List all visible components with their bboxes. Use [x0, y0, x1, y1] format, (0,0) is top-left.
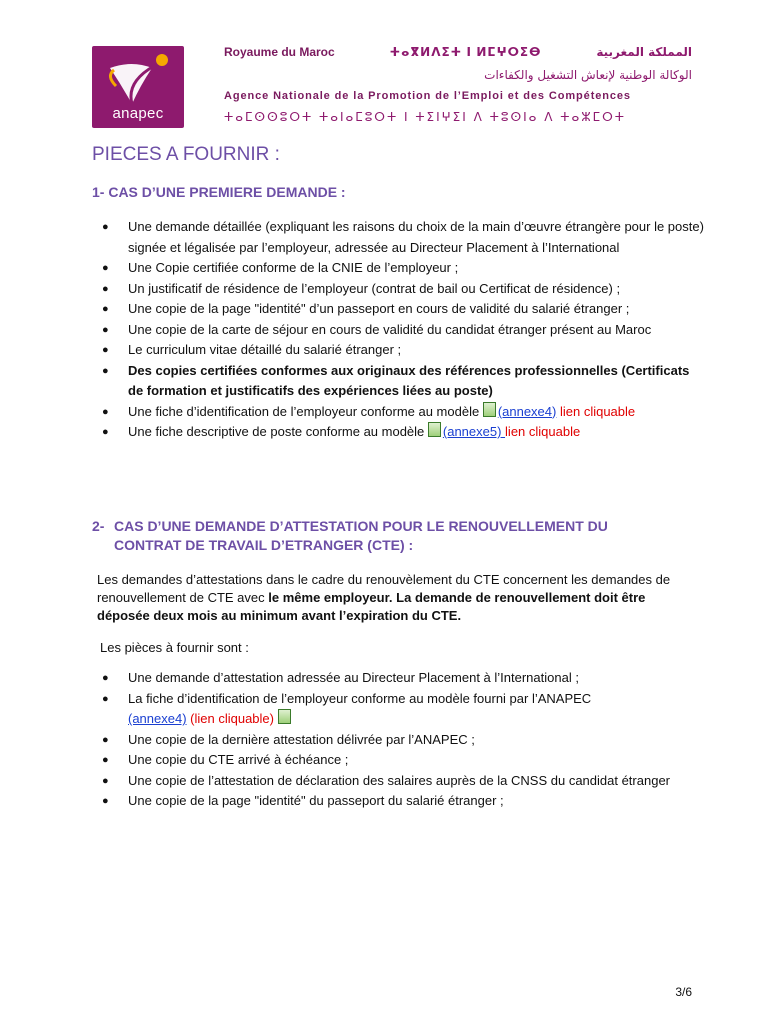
annexe5-link[interactable]: (annexe5) [442, 424, 506, 439]
link-note: lien cliquable [505, 424, 581, 439]
annexe4-link[interactable]: (annexe4) [128, 711, 187, 726]
bullet-icon: ● [102, 426, 109, 438]
section1-list [92, 217, 704, 443]
arabic-agency-name: الوكالة الوطنية لإنعاش التشغيل والكفاءات [484, 68, 692, 82]
bullet-icon: ● [102, 405, 109, 418]
arabic-kingdom: المملكة المغربية [596, 45, 692, 59]
list-item: ● Une copie du CTE arrivé à échéance ; [92, 750, 704, 771]
list-item: ● Une demande d’attestation adressée au Directeur Placement à l’International ; [92, 668, 704, 689]
file-icon[interactable] [278, 709, 291, 724]
bullet-icon: ● [102, 733, 109, 746]
tifinagh-agency-name: ⵜⴰⵎⵙⵙⵓⵔⵜ ⵜⴰⵏⴰⵎⵓⵔⵜ ⵏ ⵜⵉⵏⵖⵉⵏ ⴷ ⵜⵓⵙⵏⴰ ⴷ ⵜⴰⵣⵎⵔⵜ [224, 110, 626, 124]
document-header [0, 0, 768, 140]
section1-heading: 1- CAS D’UNE PREMIERE DEMANDE : [92, 184, 346, 200]
anapec-logo [92, 46, 184, 128]
section2-heading [92, 517, 694, 555]
bullet-icon: ● [102, 774, 109, 787]
list-item: ● Le curriculum vitae détaillé du salarié étranger ; [92, 340, 704, 361]
file-icon[interactable] [483, 402, 496, 417]
section2-paragraph: Les demandes d’attestations dans le cadre du renouvèlement du CTE concernent les demandes de renouvellement de CTE avec le même employeur. La demande de renouvellement doit être déposée deux mois au minimum avant l’expiration du CTE. [97, 572, 671, 623]
list-item: ● Des copies certifiées conformes aux originaux des références professionnelles (Certificats de formation et justificatifs des expériences liées au poste) [102, 362, 690, 398]
page-number: 3/6 [675, 985, 692, 999]
bullet-icon: ● [102, 795, 109, 807]
annexe4-link[interactable]: (annexe4) [497, 403, 557, 419]
logo-text: anapec [112, 105, 164, 122]
bullet-icon: ● [102, 303, 109, 315]
list-item: ● Une copie de la page "identité" d’un passeport en cours de validité du salarié étranger ; [92, 299, 704, 320]
bullet-icon: ● [102, 692, 109, 705]
royaume-text: Royaume du Maroc [224, 45, 335, 59]
bullet-icon: ● [102, 364, 109, 377]
bullet-icon: ● [102, 323, 109, 336]
bullet-icon: ● [102, 262, 109, 274]
bullet-icon: ● [102, 672, 109, 684]
link-note: (lien cliquable) [186, 711, 274, 726]
french-agency-name: Agence Nationale de la Promotion de l’Emploi et des Compétences [224, 90, 631, 102]
list-item: ● Une fiche d’identification de l’employeur conforme au modèle (annexe4) lien cliquable [92, 402, 704, 423]
list-item: ● La fiche d’identification de l’employeur conforme au modèle fourni par l’ANAPEC (annexe4) (lien cliquable) [102, 690, 592, 726]
section2-number: 2- [92, 518, 105, 534]
section2-list [92, 668, 704, 812]
link-note: lien cliquable [556, 403, 636, 419]
page-title: PIECES A FOURNIR : [92, 144, 280, 165]
bullet-icon: ● [102, 282, 109, 295]
bullet-icon: ● [102, 221, 109, 233]
section2-heading-line2: CONTRAT DE TRAVAIL D’ETRANGER (CTE) : [114, 537, 414, 553]
list-item: ● Une demande détaillée (expliquant les raisons du choix de la main d’œuvre étrangère pour le poste) signée et légalisée par l’employeur, adressée au Directeur Placement à l’International [102, 219, 704, 255]
list-item: ● Un justificatif de résidence de l’employeur (contrat de bail ou Certificat de résidence) ; [92, 279, 704, 300]
list-item: ● Une Copie certifiée conforme de la CNIE de l’employeur ; [92, 258, 704, 279]
pieces-label: Les pièces à fournir sont : [100, 640, 249, 655]
bullet-icon: ● [102, 754, 109, 766]
list-item: ● Une copie de la dernière attestation délivrée par l’ANAPEC ; [92, 730, 704, 751]
header-line-kingdom [224, 45, 692, 59]
tifinagh-kingdom: ⵜⴰⴳⵍⴷⵉⵜ ⵏ ⵍⵎⵖⵔⵉⴱ [389, 45, 542, 59]
bullet-icon: ● [102, 344, 109, 356]
list-item: ● Une copie de l’attestation de déclaration des salaires auprès de la CNSS du candidat étranger [92, 771, 704, 792]
list-item: ● Une copie de la carte de séjour en cours de validité du candidat étranger présent au Maroc [92, 320, 704, 341]
file-icon[interactable] [428, 422, 441, 437]
section2-heading-line1: CAS D’UNE DEMANDE D’ATTESTATION POUR LE RENOUVELLEMENT DU [114, 518, 608, 534]
list-item: ● Une copie de la page "identité" du passeport du salarié étranger ; [92, 791, 704, 812]
list-item: ● Une fiche descriptive de poste conforme au modèle (annexe5) lien cliquable [92, 422, 704, 443]
